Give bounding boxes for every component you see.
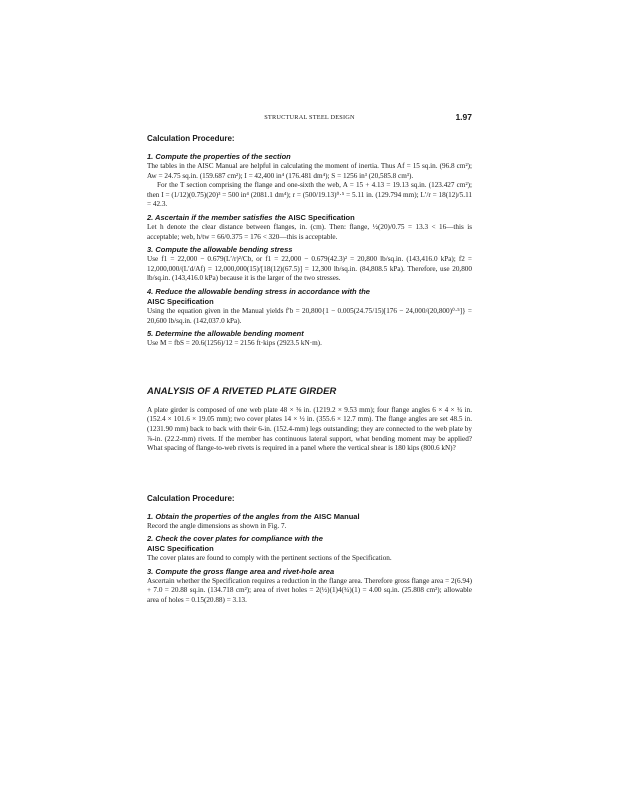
- step-4-title: [147, 287, 472, 307]
- step-1-title-2-manual: AISC Manual: [313, 511, 360, 521]
- calculation-procedure-label-2: Calculation Procedure:: [147, 493, 235, 503]
- running-head: STRUCTURAL STEEL DESIGN: [264, 114, 355, 121]
- document-page: [147, 112, 472, 606]
- step-2-title: [147, 213, 472, 223]
- step-1-paragraph: The tables in the AISC Manual are helpful in calculating the moment of inertia. Thus Af = 15 sq.in. (96.8 cm²); Aw = 24.75 sq.in. (159.687 cm²); I = 42,400 in⁴ (176.481 dm⁴); S = 1256 in³ (20,585.8 cm³).: [147, 162, 472, 180]
- problem-statement: A plate girder is composed of one web plate 48 × ⅜ in. (1219.2 × 9.53 mm); four flange angles 6 × 4 × ¾ in. (152.4 × 101.6 × 19.05 mm); two cover plates 14 × ½ in. (355.6 × 12.7 mm). The flange angles are set 48.5 in. (1231.90 mm) back to back with their 6-in. (152.4-mm) legs outstanding; they are connected to the web plate by ⅞-in. (22.2-mm) rivets. If the member has continuous lateral support, what bending moment may be applied? What spacing of flange-to-web rivets is required in a panel where the vertical shear is 180 kips (800.6 kN)?: [147, 405, 472, 453]
- calculation-procedure-label: Calculation Procedure:: [147, 134, 235, 143]
- step-3-paragraph: Use f1 = 22,000 − 0.679(L′/r)²/Cb, or f1 = 22,000 − 0.679(42.3)² = 20,800 lb/sq.in. (143,416.0 kPa); f2 = 12,000,000/(L′d/Af) = 12,000,000(15)/[18(12)(67.5)] = 12,300 lb/sq.in. (84,808.5 kPa). Therefore, use 20,800 lb/sq.in. (143,416.0 kPa) because it is the larger of the two stresses.: [147, 255, 472, 283]
- step-5-paragraph: Use M = fbS = 20.6(1256)/12 = 2156 ft·kips (2923.5 kN·m).: [147, 339, 322, 348]
- step-3-title-2: 3. Compute the gross flange area and rivet-hole area: [147, 566, 335, 576]
- step-1-title: 1. Compute the properties of the section: [147, 152, 291, 161]
- page-header: [147, 112, 472, 126]
- step-1-title-2: [147, 512, 472, 522]
- step-1-title-2-text: 1. Obtain the properties of the angles from the: [147, 511, 314, 521]
- step-2-title-text: 2. Ascertain if the member satisfies the: [147, 212, 289, 222]
- step-3-paragraph-2: Ascertain whether the Specification requires a reduction in the flange area. Therefore gross flange area = 2(6.94) + 7.0 = 20.88 sq.in. (134.718 cm²); area of rivet holes = 2(½)(1)4(¾)(1) = 4.00 sq.in. (25.808 cm²); allowable area of holes = 0.15(20.88) = 3.13.: [147, 576, 472, 605]
- step-2-title-2-spec: AISC Specification: [147, 544, 214, 554]
- step-3-title: 3. Compute the allowable bending stress: [147, 245, 293, 255]
- step-4-paragraph: Using the equation given in the Manual yields f′b = 20,800{1 − 0.005(24.75/15)[176 − 24,000/(20,800)⁰·⁵]} = 20,600 lb/sq.in. (142,037.0 kPa).: [147, 306, 472, 325]
- step-2-title-2-text: 2. Check the cover plates for compliance with the: [147, 534, 323, 544]
- step-1-paragraph-2: For the T section comprising the flange and one-sixth the web, A = 15 + 4.13 = 19.13 sq.in. (123.427 cm²); then I = (1/12)(0.75)(20)³ = 500 in⁴ (2081.1 dm⁴); r = (500/19.13)⁰·⁵ = 5.11 in. (129.794 mm); L′/r = 18(12)/5.11 = 42.3.: [147, 181, 472, 209]
- step-2-paragraph: Let h denote the clear distance between flanges, in. (cm). Then: flange, ½(20)/0.75 = 13.3 < 16—this is acceptable; web, h/tw = 66/0.375 = 176 < 320—this is acceptable.: [147, 222, 472, 241]
- step-4-title-text: 4. Reduce the allowable bending stress in accordance with the: [147, 286, 370, 296]
- section-heading: ANALYSIS OF A RIVETED PLATE GIRDER: [147, 384, 337, 396]
- step-2-title-2: [147, 534, 472, 554]
- step-1-paragraph-2b: Record the angle dimensions as shown in Fig. 7.: [147, 521, 287, 530]
- step-4-title-spec: AISC Specification: [147, 296, 214, 306]
- step-2-title-spec: AISC Specification: [288, 212, 355, 222]
- page-number: 1.97: [455, 112, 472, 122]
- step-5-title: 5. Determine the allowable bending moment: [147, 329, 304, 339]
- step-2-paragraph-2: The cover plates are found to comply with the pertinent sections of the Specification.: [147, 554, 392, 563]
